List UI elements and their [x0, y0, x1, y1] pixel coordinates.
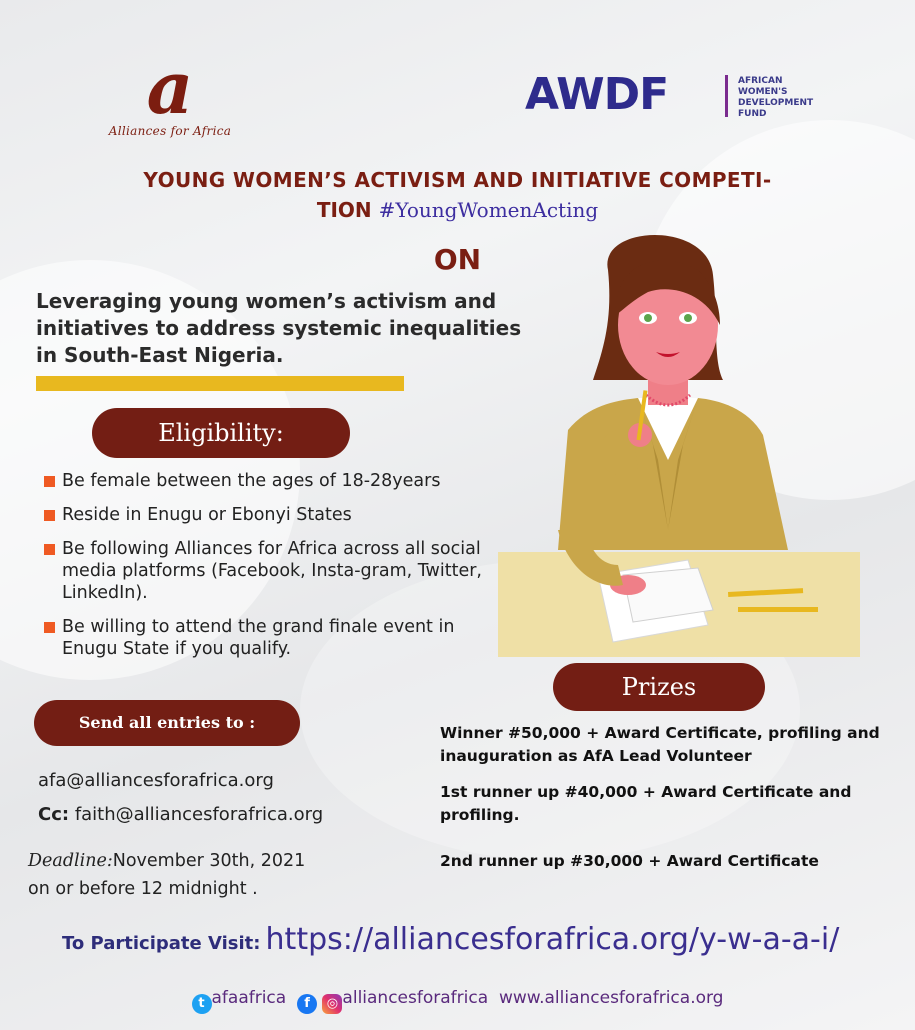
deadline-time: on or before 12 midnight .: [28, 879, 258, 899]
awdf-logo-word: AWDF: [525, 69, 669, 120]
eligibility-list: [44, 470, 504, 672]
competition-title-line2: [0, 198, 915, 222]
cc-email-line: [38, 804, 323, 825]
bullet-square-icon: [44, 622, 55, 633]
awdf-logo: [525, 65, 835, 125]
list-item: Be willing to attend the grand finale event in Enugu State if you qualify.: [44, 616, 504, 660]
woman-at-desk-illustration: [498, 230, 878, 670]
twitter-icon[interactable]: t: [192, 994, 212, 1014]
twitter-handle[interactable]: afaafrica: [211, 988, 287, 1008]
deadline-date: November 30th, 2021: [112, 851, 306, 871]
facebook-icon[interactable]: f: [297, 994, 317, 1014]
send-entries-heading: Send all entries to :: [34, 700, 300, 746]
competition-title-end: TION: [316, 198, 372, 222]
cc-label: Cc:: [38, 804, 70, 825]
afa-logo: [95, 45, 245, 142]
bullet-square-icon: [44, 544, 55, 555]
hashtag: #YoungWomenActing: [378, 198, 599, 222]
on-heading: ON: [433, 243, 482, 276]
awdf-logo-divider: [725, 75, 728, 117]
second-runner-up-prize: 2nd runner up #30,000 + Award Certificate: [440, 852, 819, 870]
list-item: Be female between the ages of 18-28years: [44, 470, 504, 492]
participate-line: [62, 922, 839, 957]
deadline: [28, 847, 348, 903]
afa-logo-name: Alliances for Africa: [108, 124, 232, 138]
participate-label: To Participate Visit:: [62, 933, 261, 954]
competition-title: YOUNG WOMEN’S ACTIVISM AND INITIATIVE COMPETI-: [143, 168, 772, 192]
awdf-logo-fullname: AFRICAN WOMEN'S DEVELOPMENT FUND: [738, 76, 814, 119]
deadline-label: Deadline:: [28, 851, 113, 871]
bullet-square-icon: [44, 510, 55, 521]
instagram-icon[interactable]: ◎: [322, 994, 342, 1014]
list-item: Reside in Enugu or Ebonyi States: [44, 504, 504, 526]
bullet-square-icon: [44, 476, 55, 487]
winner-prize: Winner #50,000 + Award Certificate, profiling and inauguration as AfA Lead Volunteer: [440, 724, 880, 765]
participate-link[interactable]: https://alliancesforafrica.org/y-w-a-a-i/: [265, 922, 840, 957]
entry-email[interactable]: afa@alliancesforafrica.org: [38, 770, 274, 791]
eligibility-heading: Eligibility:: [92, 408, 350, 458]
website-link[interactable]: www.alliancesforafrica.org: [498, 988, 724, 1008]
first-runner-up-prize: 1st runner up #40,000 + Award Certificate and profiling.: [440, 783, 852, 824]
prizes-heading: Prizes: [553, 663, 765, 711]
list-item: Be following Alliances for Africa across all social media platforms (Facebook, Insta-gram, Twitter, LinkedIn).: [44, 538, 504, 604]
theme-statement: Leveraging young women’s activism and initiatives to address systemic inequalities in South-East Nigeria.: [36, 289, 522, 367]
facebook-instagram-handle[interactable]: alliancesforafrica: [342, 988, 489, 1008]
afa-logo-mark: a: [146, 45, 194, 130]
social-footer: [0, 988, 915, 1014]
cc-email[interactable]: faith@alliancesforafrica.org: [74, 804, 324, 825]
gold-divider-bar: [36, 376, 404, 391]
